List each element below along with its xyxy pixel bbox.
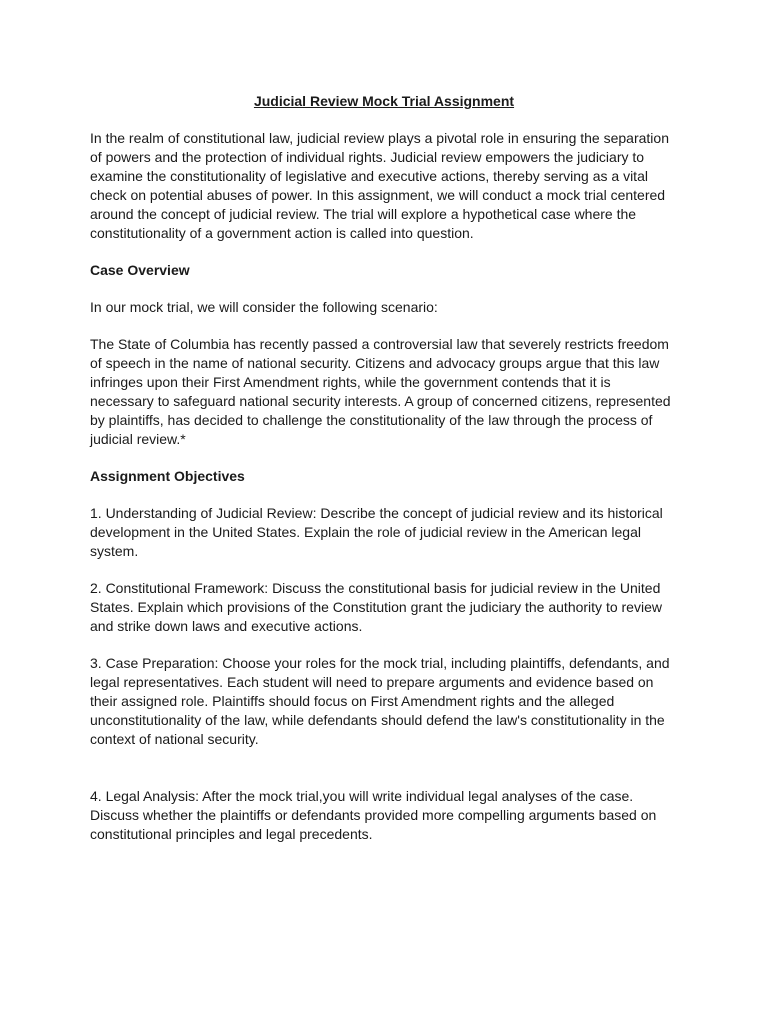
objective-item-1: 1. Understanding of Judicial Review: Describe the concept of judicial review and its historical development in the United States. Explain the role of judicial review in the American legal system. xyxy=(90,505,663,559)
case-overview-heading: Case Overview xyxy=(90,262,190,278)
objective-item-2: 2. Constitutional Framework: Discuss the constitutional basis for judicial review in the United States. Explain which provisions of the Constitution grant the judiciary the authority to review and strike down laws and executive actions. xyxy=(90,580,662,634)
case-scenario-paragraph: The State of Columbia has recently passed a controversial law that severely restricts freedom of speech in the name of national security. Citizens and advocacy groups argue that this law infringes upon their First Amendment rights, while the government contends that it is necessary to safeguard national security interests. A group of concerned citizens, represented by plaintiffs, has decided to challenge the constitutionality of the law through the process of judicial review.* xyxy=(90,336,671,447)
objective-item-3: 3. Case Preparation: Choose your roles for the mock trial, including plaintiffs, defendants, and legal representatives. Each student will need to prepare arguments and evidence based on their assigned role. Plaintiffs should focus on First Amendment rights and the alleged unconstitutionality of the law, while defendants should defend the law's constitutionality in the context of national security. xyxy=(90,655,670,747)
objectives-heading: Assignment Objectives xyxy=(90,468,245,484)
objective-item-4: 4. Legal Analysis: After the mock trial,you will write individual legal analyses of the case. Discuss whether the plaintiffs or defendants provided more compelling arguments based on constitutional principles and legal precedents. xyxy=(90,788,657,842)
case-overview-lead: In our mock trial, we will consider the following scenario: xyxy=(90,299,438,315)
document-title: Judicial Review Mock Trial Assignment xyxy=(253,93,515,109)
intro-paragraph: In the realm of constitutional law, judicial review plays a pivotal role in ensuring the separation of powers and the protection of individual rights. Judicial review empowers the judiciary to examine the constitutionality of legislative and executive actions, thereby serving as a vital check on potential abuses of power. In this assignment, we will conduct a mock trial centered around the concept of judicial review. The trial will explore a hypothetical case where the constitutionality of a government action is called into question. xyxy=(90,130,669,241)
